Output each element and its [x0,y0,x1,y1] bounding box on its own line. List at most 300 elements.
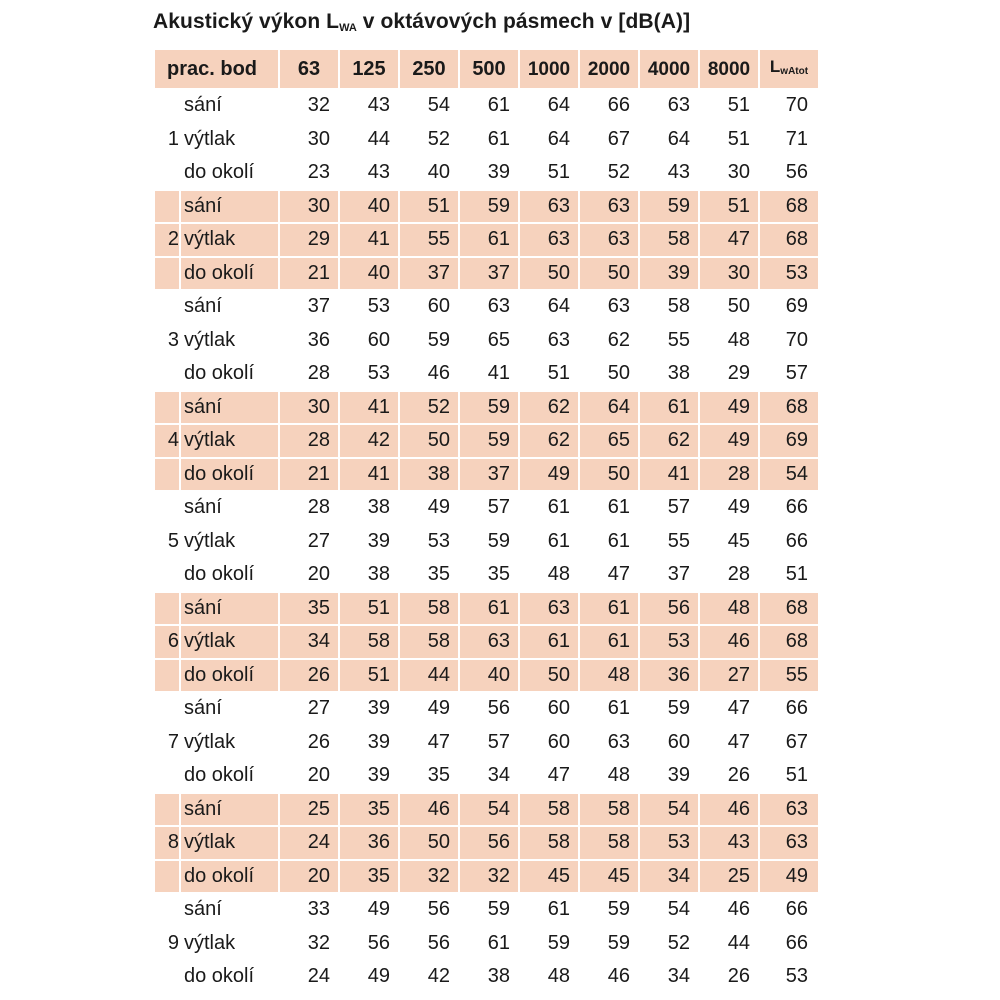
band-value-cell: 49 [520,459,578,491]
total-value-cell: 68 [760,392,818,424]
band-value-cell: 45 [727,529,750,552]
sound-power-table [153,48,820,995]
operating-point-number [155,861,179,893]
band-value-cell: 53 [640,827,698,859]
band-value-cell: 63 [520,593,578,625]
row-label: výtlak [181,224,278,256]
row-label: do okolí [181,459,278,491]
band-value-cell: 39 [367,697,390,719]
total-value-cell: 67 [785,730,808,753]
band-value-cell: 41 [340,459,398,491]
band-value-cell: 61 [547,529,570,552]
header-total [760,50,818,88]
total-value-cell: 56 [785,161,808,183]
row-label: sání [181,392,278,424]
band-value-cell: 51 [727,127,750,150]
band-value-cell: 35 [340,861,398,893]
header-band-8000: 8000 [700,50,758,88]
band-value-cell: 20 [280,861,338,893]
band-value-cell: 46 [700,794,758,826]
band-value-cell: 60 [367,328,390,351]
band-value-cell: 46 [427,362,450,384]
row-label: do okolí [184,362,255,384]
band-value-cell: 59 [460,191,518,223]
band-value-cell: 45 [520,861,578,893]
band-value-cell: 49 [427,697,450,719]
band-value-cell: 44 [367,127,390,150]
band-value-cell: 27 [700,660,758,692]
band-value-cell: 64 [547,295,570,317]
total-value-cell: 68 [760,593,818,625]
band-value-cell: 30 [280,191,338,223]
row-label: do okolí [184,965,255,987]
band-value-cell: 61 [487,931,510,954]
total-value-cell: 70 [785,328,808,351]
band-value-cell: 52 [607,161,630,183]
band-value-cell: 50 [580,258,638,290]
band-value-cell: 65 [487,328,510,351]
total-value-cell: 68 [760,626,818,658]
band-value-cell: 61 [607,529,630,552]
total-value-cell: 66 [785,697,808,719]
total-value-cell: 66 [785,931,808,954]
total-value-cell: 68 [760,224,818,256]
table-row [155,928,818,960]
band-value-cell: 51 [700,191,758,223]
table-row [155,794,818,826]
row-label: výtlak [184,328,236,351]
band-value-cell: 48 [580,660,638,692]
row-label: výtlak [181,425,278,457]
band-value-cell: 38 [367,496,390,518]
header-row [155,50,818,88]
band-value-cell: 63 [667,94,690,116]
band-value-cell: 58 [580,827,638,859]
band-value-cell: 53 [427,529,450,552]
band-value-cell: 59 [460,392,518,424]
band-value-cell: 59 [460,425,518,457]
band-value-cell: 35 [427,563,450,585]
table-row [155,861,818,893]
band-value-cell: 43 [367,161,390,183]
band-value-cell: 48 [700,593,758,625]
band-value-cell: 42 [427,965,450,987]
table-row [155,191,818,223]
table-row [155,894,818,926]
band-value-cell: 56 [367,931,390,954]
band-value-cell: 49 [700,425,758,457]
band-value-cell: 58 [580,794,638,826]
table-row [155,961,818,993]
table-row [155,258,818,290]
band-value-cell: 51 [340,660,398,692]
band-value-cell: 27 [307,697,330,719]
band-value-cell: 38 [400,459,458,491]
band-value-cell: 63 [520,191,578,223]
band-value-cell: 61 [607,496,630,518]
band-value-cell: 61 [547,496,570,518]
band-value-cell: 46 [727,898,750,920]
total-value-cell: 55 [760,660,818,692]
band-value-cell: 48 [607,764,630,786]
total-value-cell: 71 [785,127,808,150]
operating-point-number: 4 [155,425,179,457]
band-value-cell: 50 [400,425,458,457]
row-label: do okolí [184,563,255,585]
row-label: sání [184,94,222,116]
band-value-cell: 52 [400,392,458,424]
row-label: do okolí [181,258,278,290]
band-value-cell: 61 [607,697,630,719]
band-value-cell: 58 [640,224,698,256]
table-row [155,224,818,256]
band-value-cell: 37 [400,258,458,290]
band-value-cell: 48 [727,328,750,351]
band-value-cell: 30 [307,127,330,150]
band-value-cell: 61 [487,127,510,150]
band-value-cell: 37 [460,459,518,491]
row-label: výtlak [181,626,278,658]
band-value-cell: 39 [640,258,698,290]
band-value-cell: 54 [460,794,518,826]
band-value-cell: 60 [427,295,450,317]
band-value-cell: 63 [547,328,570,351]
band-value-cell: 54 [667,898,690,920]
band-value-cell: 63 [520,224,578,256]
band-value-cell: 44 [727,931,750,954]
band-value-cell: 45 [580,861,638,893]
band-value-cell: 49 [427,496,450,518]
band-value-cell: 64 [580,392,638,424]
band-value-cell: 49 [367,898,390,920]
table-row [155,325,818,357]
band-value-cell: 59 [427,328,450,351]
band-value-cell: 58 [520,827,578,859]
row-label: sání [181,191,278,223]
band-value-cell: 62 [640,425,698,457]
row-label: výtlak [184,730,236,753]
band-value-cell: 37 [460,258,518,290]
band-value-cell: 44 [400,660,458,692]
band-value-cell: 41 [487,362,510,384]
band-value-cell: 43 [367,94,390,116]
table-row [155,90,818,122]
band-value-cell: 61 [580,593,638,625]
band-value-cell: 50 [400,827,458,859]
table-row [155,693,818,725]
band-value-cell: 59 [487,529,510,552]
band-value-cell: 37 [307,295,330,317]
table-row [155,526,818,558]
band-value-cell: 20 [307,563,330,585]
table-row [155,727,818,759]
band-value-cell: 63 [607,730,630,753]
row-label: do okolí [181,861,278,893]
band-value-cell: 62 [520,425,578,457]
band-value-cell: 37 [667,563,690,585]
band-value-cell: 39 [487,161,510,183]
band-value-cell: 34 [487,764,510,786]
band-value-cell: 24 [280,827,338,859]
band-value-cell: 40 [427,161,450,183]
band-value-cell: 55 [667,328,690,351]
band-value-cell: 30 [700,258,758,290]
band-value-cell: 34 [280,626,338,658]
total-value-cell: 49 [760,861,818,893]
band-value-cell: 51 [547,161,570,183]
operating-point-number: 5 [167,529,179,552]
table-row [155,827,818,859]
row-label: sání [181,794,278,826]
band-value-cell: 26 [727,764,750,786]
operating-point-number: 6 [155,626,179,658]
band-value-cell: 50 [520,258,578,290]
total-value-cell: 69 [760,425,818,457]
operating-point-number: 1 [167,127,179,150]
band-value-cell: 35 [487,563,510,585]
band-value-cell: 33 [307,898,330,920]
total-value-cell: 68 [760,191,818,223]
table-row [155,559,818,591]
band-value-cell: 56 [640,593,698,625]
band-value-cell: 63 [460,626,518,658]
band-value-cell: 39 [367,730,390,753]
operating-point-number [155,760,179,792]
band-value-cell: 51 [727,94,750,116]
band-value-cell: 28 [307,362,330,384]
table-row [155,425,818,457]
operating-point-number: 9 [167,931,179,954]
band-value-cell: 53 [367,362,390,384]
band-value-cell: 24 [307,965,330,987]
band-value-cell: 59 [667,697,690,719]
band-value-cell: 63 [487,295,510,317]
band-value-cell: 30 [280,392,338,424]
band-value-cell: 55 [667,529,690,552]
operating-point-number: 7 [167,730,179,753]
header-band-250: 250 [400,50,458,88]
title-prefix: Akustický výkon L [153,10,340,33]
band-value-cell: 59 [547,931,570,954]
band-value-cell: 41 [340,224,398,256]
band-value-cell: 32 [307,931,330,954]
operating-point-number [155,559,179,591]
header-band-1000: 1000 [520,50,578,88]
band-value-cell: 61 [487,94,510,116]
table-row [155,459,818,491]
band-value-cell: 56 [487,697,510,719]
table-row [155,760,818,792]
row-label: sání [184,496,222,518]
band-value-cell: 26 [727,965,750,987]
band-value-cell: 47 [727,697,750,719]
operating-point-number [155,291,179,323]
row-label: do okolí [184,764,255,786]
operating-point-number [155,191,179,223]
band-value-cell: 67 [607,127,630,150]
band-value-cell: 38 [487,965,510,987]
row-label: výtlak [181,827,278,859]
operating-point-number [155,794,179,826]
total-value-cell: 70 [785,94,808,116]
band-value-cell: 63 [607,295,630,317]
band-value-cell: 50 [727,295,750,317]
band-value-cell: 50 [580,459,638,491]
band-value-cell: 28 [280,425,338,457]
band-value-cell: 51 [400,191,458,223]
total-value-cell: 66 [785,898,808,920]
header-total-sub: wAtot [780,66,809,77]
band-value-cell: 26 [280,660,338,692]
total-value-cell: 63 [760,827,818,859]
band-value-cell: 27 [307,529,330,552]
band-value-cell: 32 [400,861,458,893]
operating-point-number [155,358,179,390]
band-value-cell: 54 [640,794,698,826]
band-value-cell: 47 [700,224,758,256]
band-value-cell: 46 [700,626,758,658]
row-label: výtlak [184,127,236,150]
header-band-500: 500 [460,50,518,88]
band-value-cell: 36 [307,328,330,351]
operating-point-number [155,593,179,625]
band-value-cell: 21 [280,258,338,290]
band-value-cell: 56 [460,827,518,859]
operating-point-number [155,258,179,290]
band-value-cell: 47 [727,730,750,753]
band-value-cell: 61 [520,626,578,658]
row-label: sání [181,593,278,625]
total-value-cell: 53 [785,965,808,987]
band-value-cell: 41 [640,459,698,491]
table-row [155,358,818,390]
band-value-cell: 29 [280,224,338,256]
operating-point-number: 3 [167,328,179,351]
band-value-cell: 32 [307,94,330,116]
band-value-cell: 49 [727,496,750,518]
row-label: výtlak [184,931,236,954]
band-value-cell: 39 [667,764,690,786]
band-value-cell: 35 [427,764,450,786]
table-title [153,10,690,34]
table-row [155,124,818,156]
band-value-cell: 58 [520,794,578,826]
band-value-cell: 62 [520,392,578,424]
band-value-cell: 35 [340,794,398,826]
row-label: sání [184,697,222,719]
table-row [155,660,818,692]
band-value-cell: 43 [700,827,758,859]
table-body [155,90,818,993]
band-value-cell: 65 [580,425,638,457]
operating-point-number [155,961,179,993]
row-label: sání [184,295,222,317]
band-value-cell: 38 [667,362,690,384]
band-value-cell: 61 [460,593,518,625]
table-row [155,392,818,424]
band-value-cell: 20 [307,764,330,786]
band-value-cell: 58 [400,626,458,658]
band-value-cell: 63 [580,224,638,256]
band-value-cell: 29 [727,362,750,384]
total-value-cell: 57 [785,362,808,384]
operating-point-number [155,492,179,524]
band-value-cell: 59 [640,191,698,223]
band-value-cell: 63 [580,191,638,223]
band-value-cell: 46 [400,794,458,826]
header-band-2000: 2000 [580,50,638,88]
band-value-cell: 50 [520,660,578,692]
title-suffix: v oktávových pásmech v [dB(A)] [356,10,691,33]
band-value-cell: 53 [640,626,698,658]
band-value-cell: 28 [727,563,750,585]
band-value-cell: 41 [340,392,398,424]
band-value-cell: 28 [700,459,758,491]
band-value-cell: 58 [667,295,690,317]
total-value-cell: 53 [760,258,818,290]
band-value-cell: 40 [340,191,398,223]
header-band-4000: 4000 [640,50,698,88]
band-value-cell: 34 [667,965,690,987]
total-value-cell: 69 [785,295,808,317]
operating-point-number [155,894,179,926]
band-value-cell: 60 [547,730,570,753]
total-value-cell: 51 [785,764,808,786]
band-value-cell: 49 [700,392,758,424]
band-value-cell: 54 [427,94,450,116]
band-value-cell: 62 [607,328,630,351]
row-label: do okolí [181,660,278,692]
band-value-cell: 56 [427,898,450,920]
band-value-cell: 46 [607,965,630,987]
band-value-cell: 25 [700,861,758,893]
band-value-cell: 40 [460,660,518,692]
table-row [155,626,818,658]
operating-point-number [155,693,179,725]
band-value-cell: 57 [487,496,510,518]
band-value-cell: 42 [340,425,398,457]
band-value-cell: 61 [460,224,518,256]
band-value-cell: 55 [400,224,458,256]
header-prac-bod: prac. bod [155,50,278,88]
operating-point-number: 8 [155,827,179,859]
band-value-cell: 57 [487,730,510,753]
band-value-cell: 56 [427,931,450,954]
operating-point-number [155,459,179,491]
band-value-cell: 26 [307,730,330,753]
band-value-cell: 47 [427,730,450,753]
total-value-cell: 54 [760,459,818,491]
header-band-125: 125 [340,50,398,88]
operating-point-number [155,157,179,189]
band-value-cell: 50 [607,362,630,384]
band-value-cell: 28 [307,496,330,518]
band-value-cell: 34 [640,861,698,893]
table-row [155,291,818,323]
band-value-cell: 39 [367,764,390,786]
band-value-cell: 58 [400,593,458,625]
operating-point-number [155,392,179,424]
operating-point-number: 2 [155,224,179,256]
total-value-cell: 66 [785,496,808,518]
band-value-cell: 25 [280,794,338,826]
band-value-cell: 64 [547,127,570,150]
band-value-cell: 38 [367,563,390,585]
band-value-cell: 30 [727,161,750,183]
band-value-cell: 40 [340,258,398,290]
band-value-cell: 35 [280,593,338,625]
total-value-cell: 51 [785,563,808,585]
